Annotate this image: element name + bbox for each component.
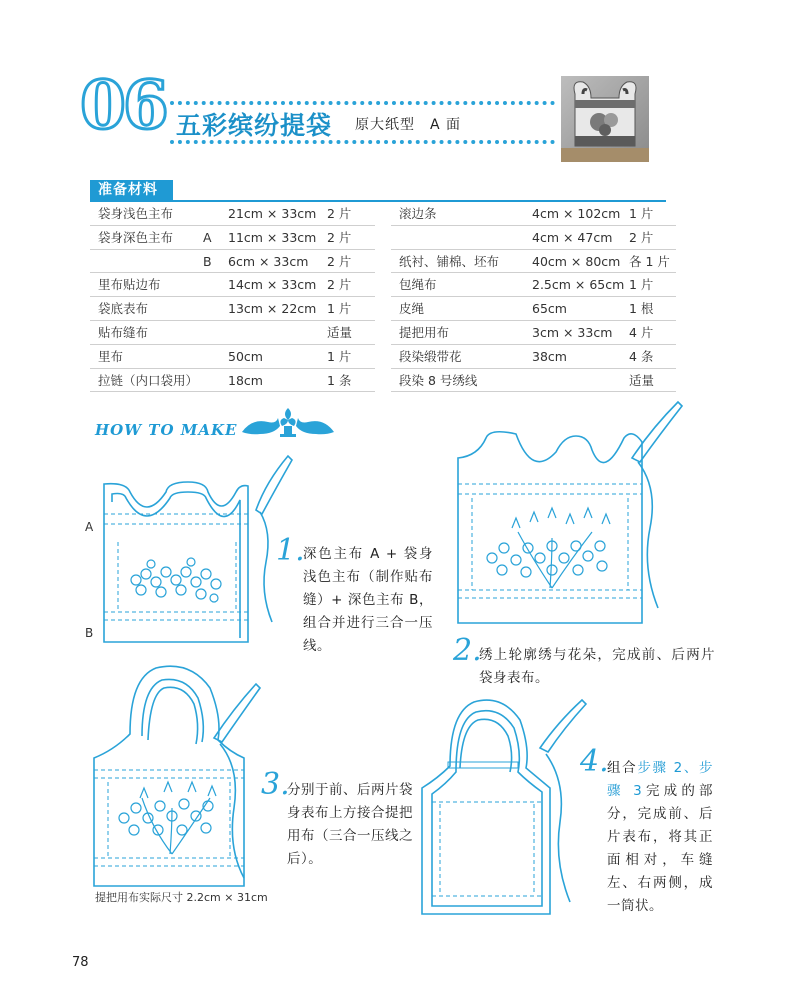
- material-row: 段染 8 号绣线 适量: [391, 369, 676, 393]
- materials-label: 准备材料: [90, 180, 173, 200]
- step1-text: 深色主布 A + 袋身浅色主布（制作贴布缝）+ 深色主布 B，组合并进行三合一压线。: [303, 546, 433, 654]
- pattern-subtitle: 原大纸型 A 面: [355, 117, 462, 133]
- material-row: 拉链（内口袋用） 18cm 1 条: [90, 369, 375, 393]
- label-a: A: [85, 520, 94, 534]
- materials-right-column: [391, 202, 676, 392]
- step4-number: 4.: [580, 744, 609, 779]
- material-row: 袋身深色主布 A 11cm × 33cm 2 片: [90, 226, 375, 250]
- material-row: 提把用布 3cm × 33cm 4 片: [391, 321, 676, 345]
- material-row: 皮绳 65cm 1 根: [391, 297, 676, 321]
- material-row: 4cm × 47cm 2 片: [391, 226, 676, 250]
- project-number: 06: [80, 66, 166, 144]
- material-row: 包绳布 2.5cm × 65cm 1 片: [391, 273, 676, 297]
- step4-bag-illustration: [410, 692, 596, 922]
- material-row: 里布 50cm 1 片: [90, 345, 375, 369]
- step3-bag-illustration: [90, 658, 270, 888]
- birds-ornament-icon: [238, 404, 338, 444]
- how-to-make-heading: HOW TO MAKE: [95, 421, 238, 439]
- handle-size-note: 提把用布实际尺寸 2.2cm × 31cm: [95, 891, 268, 904]
- material-row: 滚边条 4cm × 102cm 1 片: [391, 202, 676, 226]
- step2-bag-illustration: [452, 398, 712, 638]
- material-row: 段染缎带花 38cm 4 条: [391, 345, 676, 369]
- step1-number: 1.: [276, 533, 305, 568]
- step-reference-link: 步骤 2、步骤 3: [607, 760, 714, 799]
- step3-number: 3.: [261, 767, 290, 802]
- dotted-rule-top: [170, 101, 555, 105]
- materials-left-column: [90, 202, 375, 392]
- material-row: 纸衬、铺棉、坯布 40cm × 80cm 各 1 片: [391, 250, 676, 274]
- project-title: 五彩缤纷提袋: [176, 111, 333, 140]
- step2-number: 2.: [453, 633, 482, 668]
- step4-text: 组合步骤 2、步骤 3完成的部分，完成前、后片表布，将其正面相对，车缝左、右两侧，成一筒状。: [607, 760, 714, 914]
- bag-photo: [561, 76, 649, 162]
- page-number: 78: [72, 955, 89, 970]
- label-b: B: [85, 626, 94, 640]
- material-row: 贴布缝布 适量: [90, 321, 375, 345]
- step1-bag-illustration: [96, 452, 296, 662]
- material-row: 袋身浅色主布 21cm × 33cm 2 片: [90, 202, 375, 226]
- material-row: 里布贴边布 14cm × 33cm 2 片: [90, 273, 375, 297]
- material-row: B 6cm × 33cm 2 片: [90, 250, 375, 274]
- dotted-rule-bottom: [170, 140, 555, 144]
- material-row: 袋底表布 13cm × 22cm 1 片: [90, 297, 375, 321]
- step2-text: 绣上轮廓绣与花朵，完成前、后两片袋身表布。: [479, 647, 715, 686]
- step3-text: 分别于前、后两片袋身表布上方接合提把用布（三合一压线之后）。: [287, 782, 413, 867]
